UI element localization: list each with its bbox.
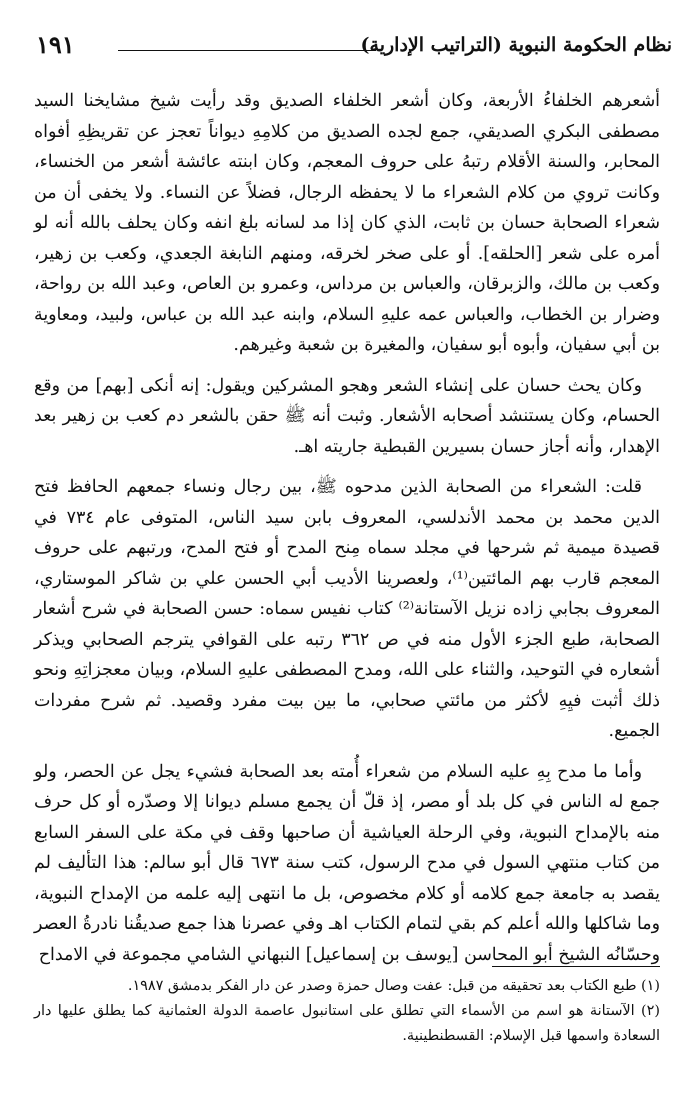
footnote-marker: (١) (641, 978, 660, 994)
footnote-rule (492, 966, 660, 967)
footnotes (34, 974, 660, 1049)
page-number: ١٩١ (36, 30, 75, 59)
running-header (28, 30, 672, 62)
paragraph: وأما ما مدح بِهِ عليه السلام من شعراء أُمته بعد الصحابة فشيء يجل عن الحصر، ولو جمع له الناس في كل بلد أو مصر، إذ قلّ أن يجمع مسلم ديوانا إلا وصدّره أو كل حرف منه بالإمداح النبوية، وفي الرحلة العياشية أن صاحبها وقف في مكة على السفر السابع من كتاب منتهي السول في مدح الرسول، كتب سنة ٦٧٣ قال أبو سالم: هذا التأليف لم يقصد به جامعة جمع كلامه أو كلام مخصوص، بل ما انتهى إليه علمه من الإمداح النبوية، وما شاكلها والله أعلم كم بقي لتمام الكتاب اهـ وفي عصرنا هذا جمع صديقُنا نادرةُ العصر وحسّانُه الشيخ أبو المحاسن [يوسف بن إسماعيل] النبهاني الشامي مجموعة في الامداح (34, 761, 661, 965)
footnote-text: طبع الكتاب بعد تحقيقه من قبل: عفت وصال حمزة وصدر عن دار الفكر بدمشق ١٩٨٧. (127, 978, 637, 994)
footnote-marker: (٢) (641, 1003, 660, 1019)
main-text (34, 86, 660, 980)
footnote (34, 974, 660, 999)
paragraph: أشعرهم الخلفاءُ الأربعة، وكان أشعر الخلفاء الصديق وقد رأيت شيخ مشايخنا السيد مصطفى البكري الصديقي، جمع لجده الصديق من كلامِهِ ديواناً تعجز عن تقريظِهِ أفواه المحابر، والسنة الأقلام رتبهُ على حروف المعجم، وكان ابنته عائشة أشعر من الخنساء، وكانت تروي من كلام الشعراء ما لا يحفظه الرجال، فضلاً عن النساء. ولا يخفى أن من شعراء الصحابة حسان بن ثابت، الذي كان إذا مد لسانه بلغ انفه وكان يحلف بالله أنه لو أمره على شعر [الحلقه]. أو على صخر لخرقه، ومنهم النابغة الجعدي، وكعب بن زهير، وكعب بن مالك، والزبرقان، والعباس بن مرداس، وعمرو بن العاص، وعبد الله بن رواحة، وضرار بن الخطاب، والعباس عمه عليهِ السلام، وابنه عبد الله بن عباس، ولبيد، ومعاوية بن أبي سفيان، وأبوه أبو سفيان، والمغيرة بن شعبة وغيرهم. (34, 91, 660, 355)
running-title: نظام الحكومة النبوية (التراتيب الإدارية) (360, 34, 672, 56)
footnote (34, 999, 660, 1049)
header-rule (118, 50, 376, 51)
paragraph: قلت: الشعراء من الصحابة الذين مدحوه ﷺ، بين رجال ونساء جمعهم الحافظ فتح الدين محمد بن محمد الأندلسي، المعروف بابن سيد الناس، المتوفى عام ٧٣٤ في قصيدة ميمية ثم شرحها في مجلد سماه مِنح المدح أو فتح المدح، ورتبهم على حروف المعجم قارب بهم المائتين⁽¹⁾، ولعصرينا الأديب أبي الحسن علي بن شاكر الموستاري، المعروف بجابي زاده نزيل الآستانة⁽²⁾ كتاب نفيس سماه: حسن الصحابة في شرح أشعار الصحابة، طبع الجزء الأول منه في ص ٣٦٢ رتبه على القوافي يترجم الصحابي ويذكر أشعاره في التوحيد، والثناء على الله، ومدح المصطفى عليهِ السلام، وبيان معجزاتِهِ ونحو ذلك أثبت فيِهِ لأكثر من مائتي صحابي، ما بين بيت مفرد وقصيد. ثم شرح مفردات الجميع. (34, 477, 660, 741)
footnote-text: الآستانة هو اسم من الأسماء التي تطلق على استانبول عاصمة الدولة العثمانية كما يطلق عليها دار السعادة واسمها قبل الإسلام: القسطنطينية. (34, 1003, 660, 1044)
paragraph: وكان يحث حسان على إنشاء الشعر وهجو المشركين ويقول: إنه أنكى [بهم] من وقع الحسام، وكان يستنشد أصحابه الأشعار. وثبت أنه ﷺ حقن بالشعر دم كعب بن زهير بعد الإهدار، وأنه أجاز حسان بسيرين القبطية جاريته اهـ. (34, 375, 660, 457)
